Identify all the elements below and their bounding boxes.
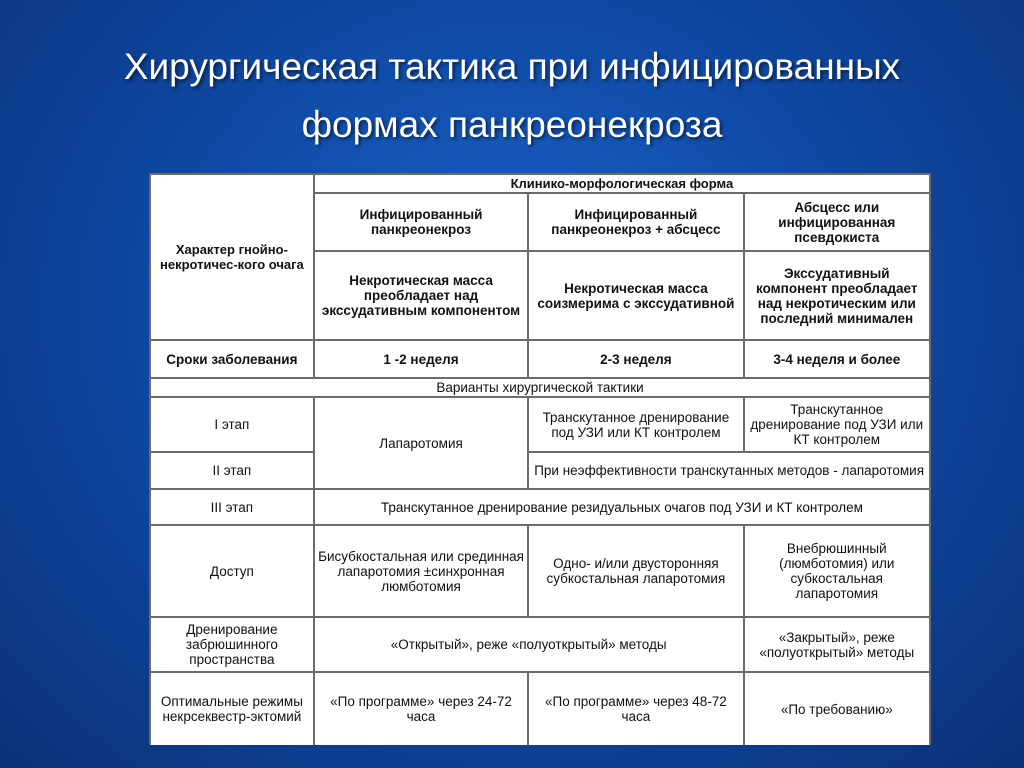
table-row (150, 378, 930, 397)
form-necrosis-abscess: Инфицированный панкреонекроз + абсцесс (528, 193, 743, 251)
access-label: Доступ (150, 525, 314, 617)
table-row (150, 672, 930, 745)
form-infected-necrosis: Инфицированный панкреонекроз (314, 193, 529, 251)
tactics-table-container (149, 173, 931, 745)
character-1: Некротическая масса преобладает над экссудативным компонентом (314, 251, 529, 340)
stage1-drainage-3: Транскутанное дренирование под УЗИ или КТ контролем (744, 397, 930, 452)
form-abscess-pseudocyst: Абсцесс или инфицированная псевдокиста (744, 193, 930, 251)
focus-character-header: Характер гнойно-некротичес-кого очага (150, 174, 314, 340)
table-row (150, 452, 930, 489)
table-row (150, 340, 930, 378)
timing-1: 1 -2 неделя (314, 340, 529, 378)
stage3-merged: Транскутанное дренирование резидуальных очагов под УЗИ и КТ контролем (314, 489, 930, 525)
table-row (150, 525, 930, 617)
access-2: Одно- и/или двусторонняя субкостальная лапаротомия (528, 525, 743, 617)
necrsequestr-3: «По требованию» (744, 672, 930, 745)
stage3-label: III этап (150, 489, 314, 525)
necrsequestr-label: Оптимальные режимы некрсеквестр-эктомий (150, 672, 314, 745)
slide-title (0, 38, 1024, 154)
table-row (150, 397, 930, 452)
character-3: Экссудативный компонент преобладает над некротическим или последний минимален (744, 251, 930, 340)
slide-title-line2: формах панкреонекроза (301, 104, 723, 145)
drainage-label: Дренирование забрюшинного пространства (150, 617, 314, 672)
table-row (150, 489, 930, 525)
slide-title-line1: Хирургическая тактика при инфицированных (123, 46, 901, 87)
stage1-label: I этап (150, 397, 314, 452)
stage2-label: II этап (150, 452, 314, 489)
timing-2: 2-3 неделя (528, 340, 743, 378)
necrsequestr-2: «По программе» через 48-72 часа (528, 672, 743, 745)
necrsequestr-1: «По программе» через 24-72 часа (314, 672, 529, 745)
tactics-table (149, 173, 931, 745)
access-3: Внебрюшинный (люмботомия) или субкостальная лапаротомия (744, 525, 930, 617)
laparotomy-cell: Лапаротомия (314, 397, 529, 489)
timing-label: Сроки заболевания (150, 340, 314, 378)
timing-3: 3-4 неделя и более (744, 340, 930, 378)
stage1-drainage-2: Транскутанное дренирование под УЗИ или КТ контролем (528, 397, 743, 452)
stage2-merged: При неэффективности транскутанных методов - лапаротомия (528, 452, 930, 489)
access-1: Бисубкостальная или срединная лапаротомия ±синхронная люмботомия (314, 525, 529, 617)
table-row (150, 617, 930, 672)
drainage-merged: «Открытый», реже «полуоткрытый» методы (314, 617, 744, 672)
table-row (150, 174, 930, 193)
clinical-form-header: Клинико-морфологическая форма (314, 174, 930, 193)
tactics-header: Варианты хирургической тактики (150, 378, 930, 397)
character-2: Некротическая масса соизмерима с экссудативной (528, 251, 743, 340)
drainage-3: «Закрытый», реже «полуоткрытый» методы (744, 617, 930, 672)
